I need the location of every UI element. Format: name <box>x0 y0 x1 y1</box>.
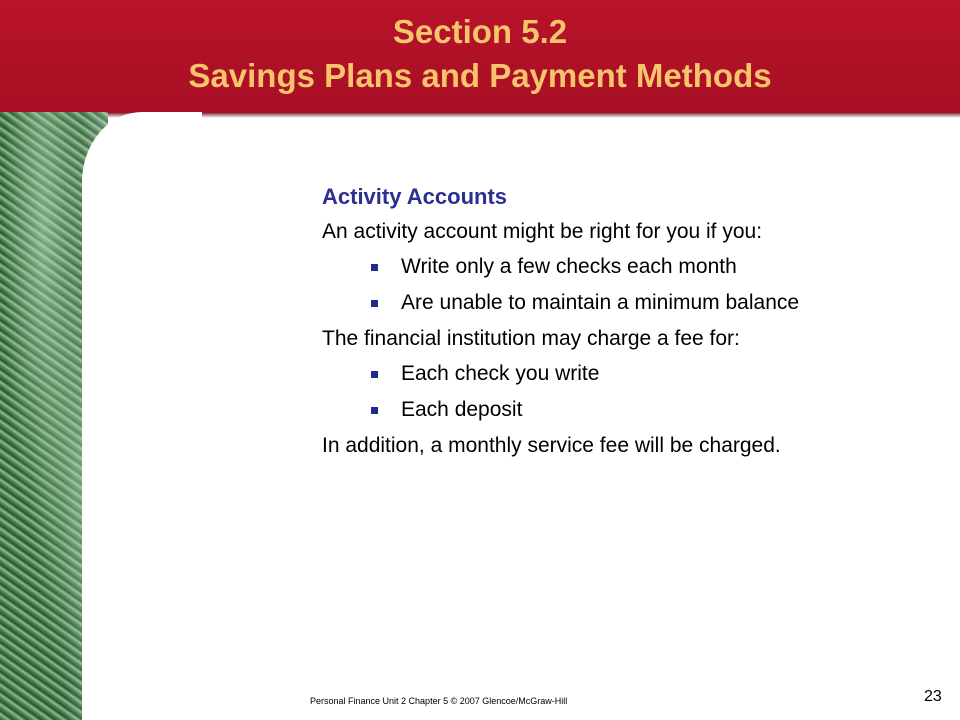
content-panel-curve <box>82 112 202 720</box>
list-item <box>322 289 922 316</box>
title-line-2: Savings Plans and Payment Methods <box>188 57 772 94</box>
footer-credit: Personal Finance Unit 2 Chapter 5 © 2007 Glencoe/McGraw-Hill <box>310 696 568 706</box>
list-item <box>322 396 922 423</box>
subheading: Activity Accounts <box>322 184 508 209</box>
list-item-text: Are unable to maintain a minimum balance <box>401 291 800 314</box>
page-number: 23 <box>924 688 942 705</box>
fee-intro-text: The financial institution may charge a fee for: <box>322 327 740 350</box>
list-item-text: Each check you write <box>401 362 600 385</box>
title-line-1: Section 5.2 <box>392 13 568 50</box>
square-bullet-icon <box>371 264 378 271</box>
bullet-list-reasons <box>322 253 922 316</box>
list-item-text: Write only a few checks each month <box>401 255 737 278</box>
square-bullet-icon <box>371 407 378 414</box>
slide-content <box>322 180 922 467</box>
closing-text: In addition, a monthly service fee will be charged. <box>322 434 781 457</box>
square-bullet-icon <box>371 300 378 307</box>
list-item <box>322 360 922 387</box>
intro-text: An activity account might be right for you if you: <box>322 220 763 243</box>
slide-title <box>0 10 960 98</box>
square-bullet-icon <box>371 371 378 378</box>
bullet-list-fees <box>322 360 922 423</box>
list-item-text: Each deposit <box>401 398 523 421</box>
list-item <box>322 253 922 280</box>
